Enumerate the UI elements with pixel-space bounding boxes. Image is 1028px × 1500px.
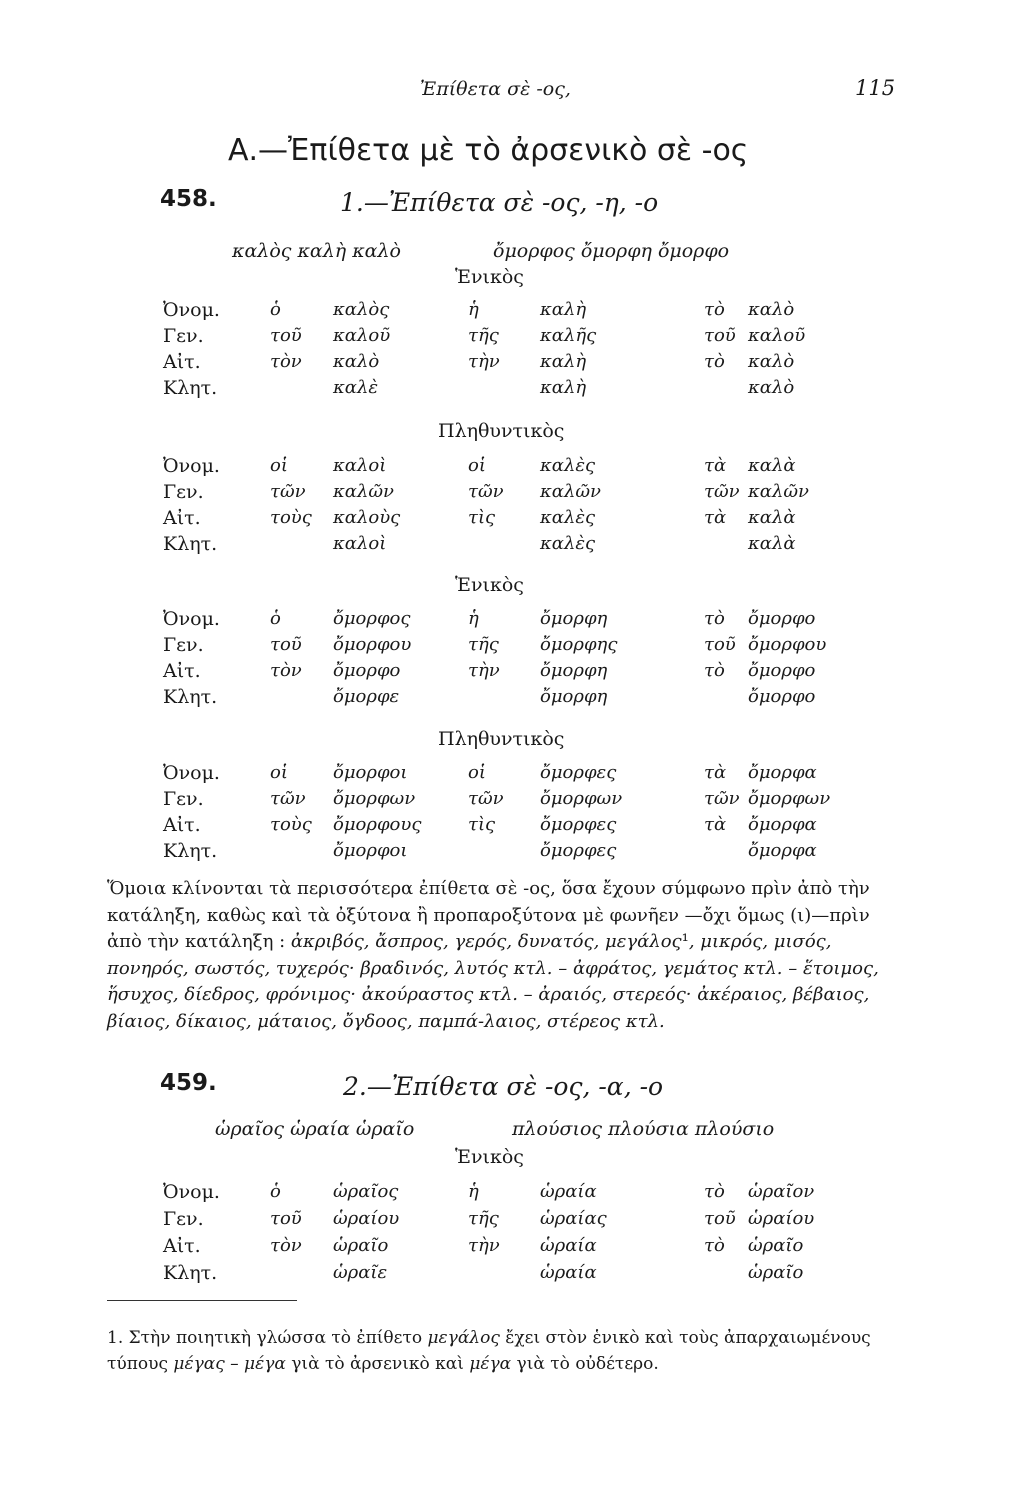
feminine-form: ὄμορφη: [540, 660, 608, 681]
masculine-form: ὄμορφου: [333, 634, 412, 655]
text-run: ἔχει στὸν ἑνικὸ καὶ τοὺς ἀπαρχαιωμένους τύπους: [107, 1328, 871, 1374]
lemma-left-458: καλὸς καλὴ καλὸ: [232, 240, 401, 262]
italic-text-run: ἀκριβός, ἄσπρος, γερός, δυνατός, μεγάλος: [290, 931, 682, 952]
feminine-form: καλὲς: [540, 455, 596, 476]
feminine-article: τὴν: [468, 660, 500, 681]
neuter-article: τὸ: [704, 1181, 725, 1202]
neuter-form: καλὸ: [748, 377, 795, 398]
feminine-form: καλῶν: [540, 481, 601, 502]
case-label: Γεν.: [163, 1208, 204, 1230]
footnote: [107, 1325, 907, 1377]
neuter-article: τὸ: [704, 351, 725, 372]
feminine-article: τὶς: [468, 814, 496, 835]
feminine-form: ὡραία: [540, 1235, 597, 1256]
feminine-article: ἡ: [468, 608, 479, 629]
masculine-form: καλοὶ: [333, 533, 387, 554]
masculine-form: καλοὶ: [333, 455, 387, 476]
neuter-form: ὡραῖο: [748, 1235, 804, 1256]
masculine-article: οἱ: [270, 762, 288, 783]
lemma-right-458: ὄμορφος ὄμορφη ὄμορφο: [493, 240, 730, 262]
neuter-form: ὄμορφο: [748, 660, 816, 681]
number-heading: Ἑνικὸς: [455, 1146, 524, 1168]
number-heading: Πληθυντικὸς: [438, 728, 565, 750]
feminine-form: ὄμορφη: [540, 686, 608, 707]
feminine-article: οἱ: [468, 455, 486, 476]
feminine-article: τῆς: [468, 325, 499, 346]
case-label: Κλητ.: [163, 1262, 218, 1284]
feminine-form: καλῆς: [540, 325, 597, 346]
case-label: Ὀνομ.: [163, 608, 220, 630]
feminine-form: ὡραίας: [540, 1208, 607, 1229]
neuter-article: τῶν: [704, 788, 740, 809]
masculine-form: ὄμορφος: [333, 608, 411, 629]
neuter-form: καλὸ: [748, 351, 795, 372]
feminine-form: καλὲς: [540, 533, 596, 554]
feminine-article: οἱ: [468, 762, 486, 783]
neuter-article: τῶν: [704, 481, 740, 502]
text-run: 1. Στὴν ποιητικὴ γλώσσα τὸ ἐπίθετο: [107, 1328, 428, 1348]
masculine-form: ὄμορφων: [333, 788, 416, 809]
masculine-article: τοὺς: [270, 507, 312, 528]
case-label: Αἰτ.: [163, 814, 201, 836]
masculine-form: ὄμορφο: [333, 660, 401, 681]
neuter-form: ὄμορφου: [748, 634, 827, 655]
section-heading: Α.—Ἐπίθετα μὲ τὸ ἀρσενικὸ σὲ -ος: [228, 133, 749, 168]
case-label: Αἰτ.: [163, 1235, 201, 1257]
masculine-article: τοὺς: [270, 814, 312, 835]
text-run: γιὰ τὸ ἀρσενικὸ καὶ: [285, 1354, 470, 1374]
case-label: Ὀνομ.: [163, 762, 220, 784]
italic-text-run: , μικρός, μισός, πονηρός, σωστός, τυχερός· βραδινός, λυτός κτλ. – ἀφράτος, γεμάτος κτλ. – ἕτοιμος, ἥσυχος, δίεδρος, φρόνιμος· ἀκούραστος κτλ. – ἀραιός, στερεός· ἀκέραιος, βέβαιος, βίαιος, δίκαιος, μάταιος, ὄγδοος, παμπά-λαιος, στέρεος κτλ.: [107, 931, 879, 1032]
lemma-left-459: ὡραῖος ὡραία ὡραῖο: [215, 1118, 415, 1140]
neuter-article: τὸ: [704, 299, 725, 320]
masculine-article: τοῦ: [270, 1208, 302, 1229]
masculine-article: ὁ: [270, 1181, 281, 1202]
feminine-form: ὄμορφες: [540, 840, 617, 861]
neuter-article: τὸ: [704, 660, 725, 681]
neuter-article: τοῦ: [704, 325, 736, 346]
case-label: Ὀνομ.: [163, 1181, 220, 1203]
neuter-article: τὰ: [704, 814, 727, 835]
neuter-form: καλὰ: [748, 507, 796, 528]
neuter-form: καλὰ: [748, 455, 796, 476]
case-label: Αἰτ.: [163, 507, 201, 529]
masculine-form: καλὸ: [333, 351, 380, 372]
neuter-form: ὄμορφων: [748, 788, 831, 809]
neuter-article: τὸ: [704, 608, 725, 629]
masculine-form: ὡραῖος: [333, 1181, 399, 1202]
neuter-article: τοῦ: [704, 634, 736, 655]
running-title: Ἐπίθετα σὲ -ος,: [420, 78, 571, 100]
masculine-form: ὡραῖο: [333, 1235, 389, 1256]
case-label: Κλητ.: [163, 533, 218, 555]
neuter-form: ὄμορφα: [748, 762, 817, 783]
feminine-article: τῶν: [468, 788, 504, 809]
masculine-article: τὸν: [270, 1235, 302, 1256]
lemma-right-459: πλούσιος πλούσια πλούσιο: [512, 1118, 775, 1140]
masculine-form: ὄμορφοι: [333, 840, 408, 861]
neuter-form: ὄμορφο: [748, 608, 816, 629]
masculine-article: τοῦ: [270, 634, 302, 655]
feminine-article: ἡ: [468, 299, 479, 320]
feminine-article: ἡ: [468, 1181, 479, 1202]
case-label: Γεν.: [163, 481, 204, 503]
feminine-form: καλὴ: [540, 377, 587, 398]
case-label: Κλητ.: [163, 840, 218, 862]
feminine-form: καλὲς: [540, 507, 596, 528]
masculine-article: τὸν: [270, 660, 302, 681]
case-label: Γεν.: [163, 634, 204, 656]
masculine-form: καλῶν: [333, 481, 394, 502]
feminine-form: ὡραία: [540, 1262, 597, 1283]
neuter-form: ὄμορφα: [748, 814, 817, 835]
paragraph-458: [107, 876, 907, 1035]
number-heading: Ἑνικὸς: [455, 574, 524, 596]
masculine-form: ὡραίου: [333, 1208, 400, 1229]
feminine-form: ὄμορφων: [540, 788, 623, 809]
feminine-form: καλὴ: [540, 351, 587, 372]
neuter-article: τὰ: [704, 455, 727, 476]
section-number-459: 459.: [160, 1070, 217, 1096]
neuter-form: ὄμορφο: [748, 686, 816, 707]
neuter-form: ὡραῖο: [748, 1262, 804, 1283]
section-number-458: 458.: [160, 186, 217, 212]
neuter-form: καλοῦ: [748, 325, 806, 346]
case-label: Κλητ.: [163, 686, 218, 708]
feminine-form: ὄμορφες: [540, 814, 617, 835]
neuter-article: τοῦ: [704, 1208, 736, 1229]
masculine-form: ὄμορφοι: [333, 762, 408, 783]
feminine-article: τῶν: [468, 481, 504, 502]
neuter-article: τὰ: [704, 507, 727, 528]
page-number: 115: [855, 76, 896, 100]
neuter-article: τὸ: [704, 1235, 725, 1256]
feminine-form: ὄμορφες: [540, 762, 617, 783]
section-title-459: 2.—Ἐπίθετα σὲ -ος, -α, -ο: [343, 1072, 664, 1101]
masculine-article: ὁ: [270, 608, 281, 629]
case-label: Ὀνομ.: [163, 299, 220, 321]
masculine-article: τῶν: [270, 481, 306, 502]
feminine-article: τῆς: [468, 634, 499, 655]
number-heading: Ἑνικὸς: [455, 266, 524, 288]
text-run: Ὅμοια κλίνονται τὰ περισσότερα ἐπίθετα σὲ -ος, ὅσα ἔχουν σύμφωνο πρὶν ἀπὸ τὴν κατάληξη, καθὼς καὶ τὰ ὀξύτονα ἢ προπαροξύτονα μὲ φωνῆεν —ὄχι ὅμως (ι)—πρὶν ἀπὸ τὴν κατάληξη :: [107, 878, 870, 952]
masculine-article: τοῦ: [270, 325, 302, 346]
masculine-article: ὁ: [270, 299, 281, 320]
case-label: Κλητ.: [163, 377, 218, 399]
case-label: Ὀνομ.: [163, 455, 220, 477]
feminine-form: ὄμορφη: [540, 608, 608, 629]
masculine-form: καλοῦ: [333, 325, 391, 346]
masculine-article: οἱ: [270, 455, 288, 476]
case-label: Γεν.: [163, 788, 204, 810]
feminine-article: τὶς: [468, 507, 496, 528]
case-label: Αἰτ.: [163, 351, 201, 373]
neuter-form: καλὰ: [748, 533, 796, 554]
italic-text-run: μεγάλος: [427, 1328, 500, 1348]
masculine-form: καλὸς: [333, 299, 390, 320]
neuter-form: ὡραίου: [748, 1208, 815, 1229]
case-label: Γεν.: [163, 325, 204, 347]
feminine-form: ὡραία: [540, 1181, 597, 1202]
feminine-article: τῆς: [468, 1208, 499, 1229]
neuter-form: καλὸ: [748, 299, 795, 320]
feminine-article: τὴν: [468, 1235, 500, 1256]
masculine-form: ὡραῖε: [333, 1262, 388, 1283]
masculine-form: καλοὺς: [333, 507, 401, 528]
neuter-article: τὰ: [704, 762, 727, 783]
italic-text-run: μέγα: [469, 1354, 512, 1374]
text-run: ¹: [681, 931, 689, 952]
neuter-form: ὄμορφα: [748, 840, 817, 861]
masculine-form: καλὲ: [333, 377, 379, 398]
section-title-458: 1.—Ἐπίθετα σὲ -ος, -η, -ο: [340, 188, 659, 217]
neuter-form: καλῶν: [748, 481, 809, 502]
feminine-article: τὴν: [468, 351, 500, 372]
number-heading: Πληθυντικὸς: [438, 420, 565, 442]
neuter-form: ὡραῖον: [748, 1181, 815, 1202]
masculine-article: τὸν: [270, 351, 302, 372]
case-label: Αἰτ.: [163, 660, 201, 682]
masculine-article: τῶν: [270, 788, 306, 809]
footnote-rule: [107, 1300, 297, 1301]
italic-text-run: μέγας – μέγα: [173, 1354, 286, 1374]
masculine-form: ὄμορφους: [333, 814, 422, 835]
feminine-form: ὄμορφης: [540, 634, 618, 655]
feminine-form: καλὴ: [540, 299, 587, 320]
masculine-form: ὄμορφε: [333, 686, 400, 707]
text-run: γιὰ τὸ οὐδέτερο.: [511, 1354, 659, 1374]
